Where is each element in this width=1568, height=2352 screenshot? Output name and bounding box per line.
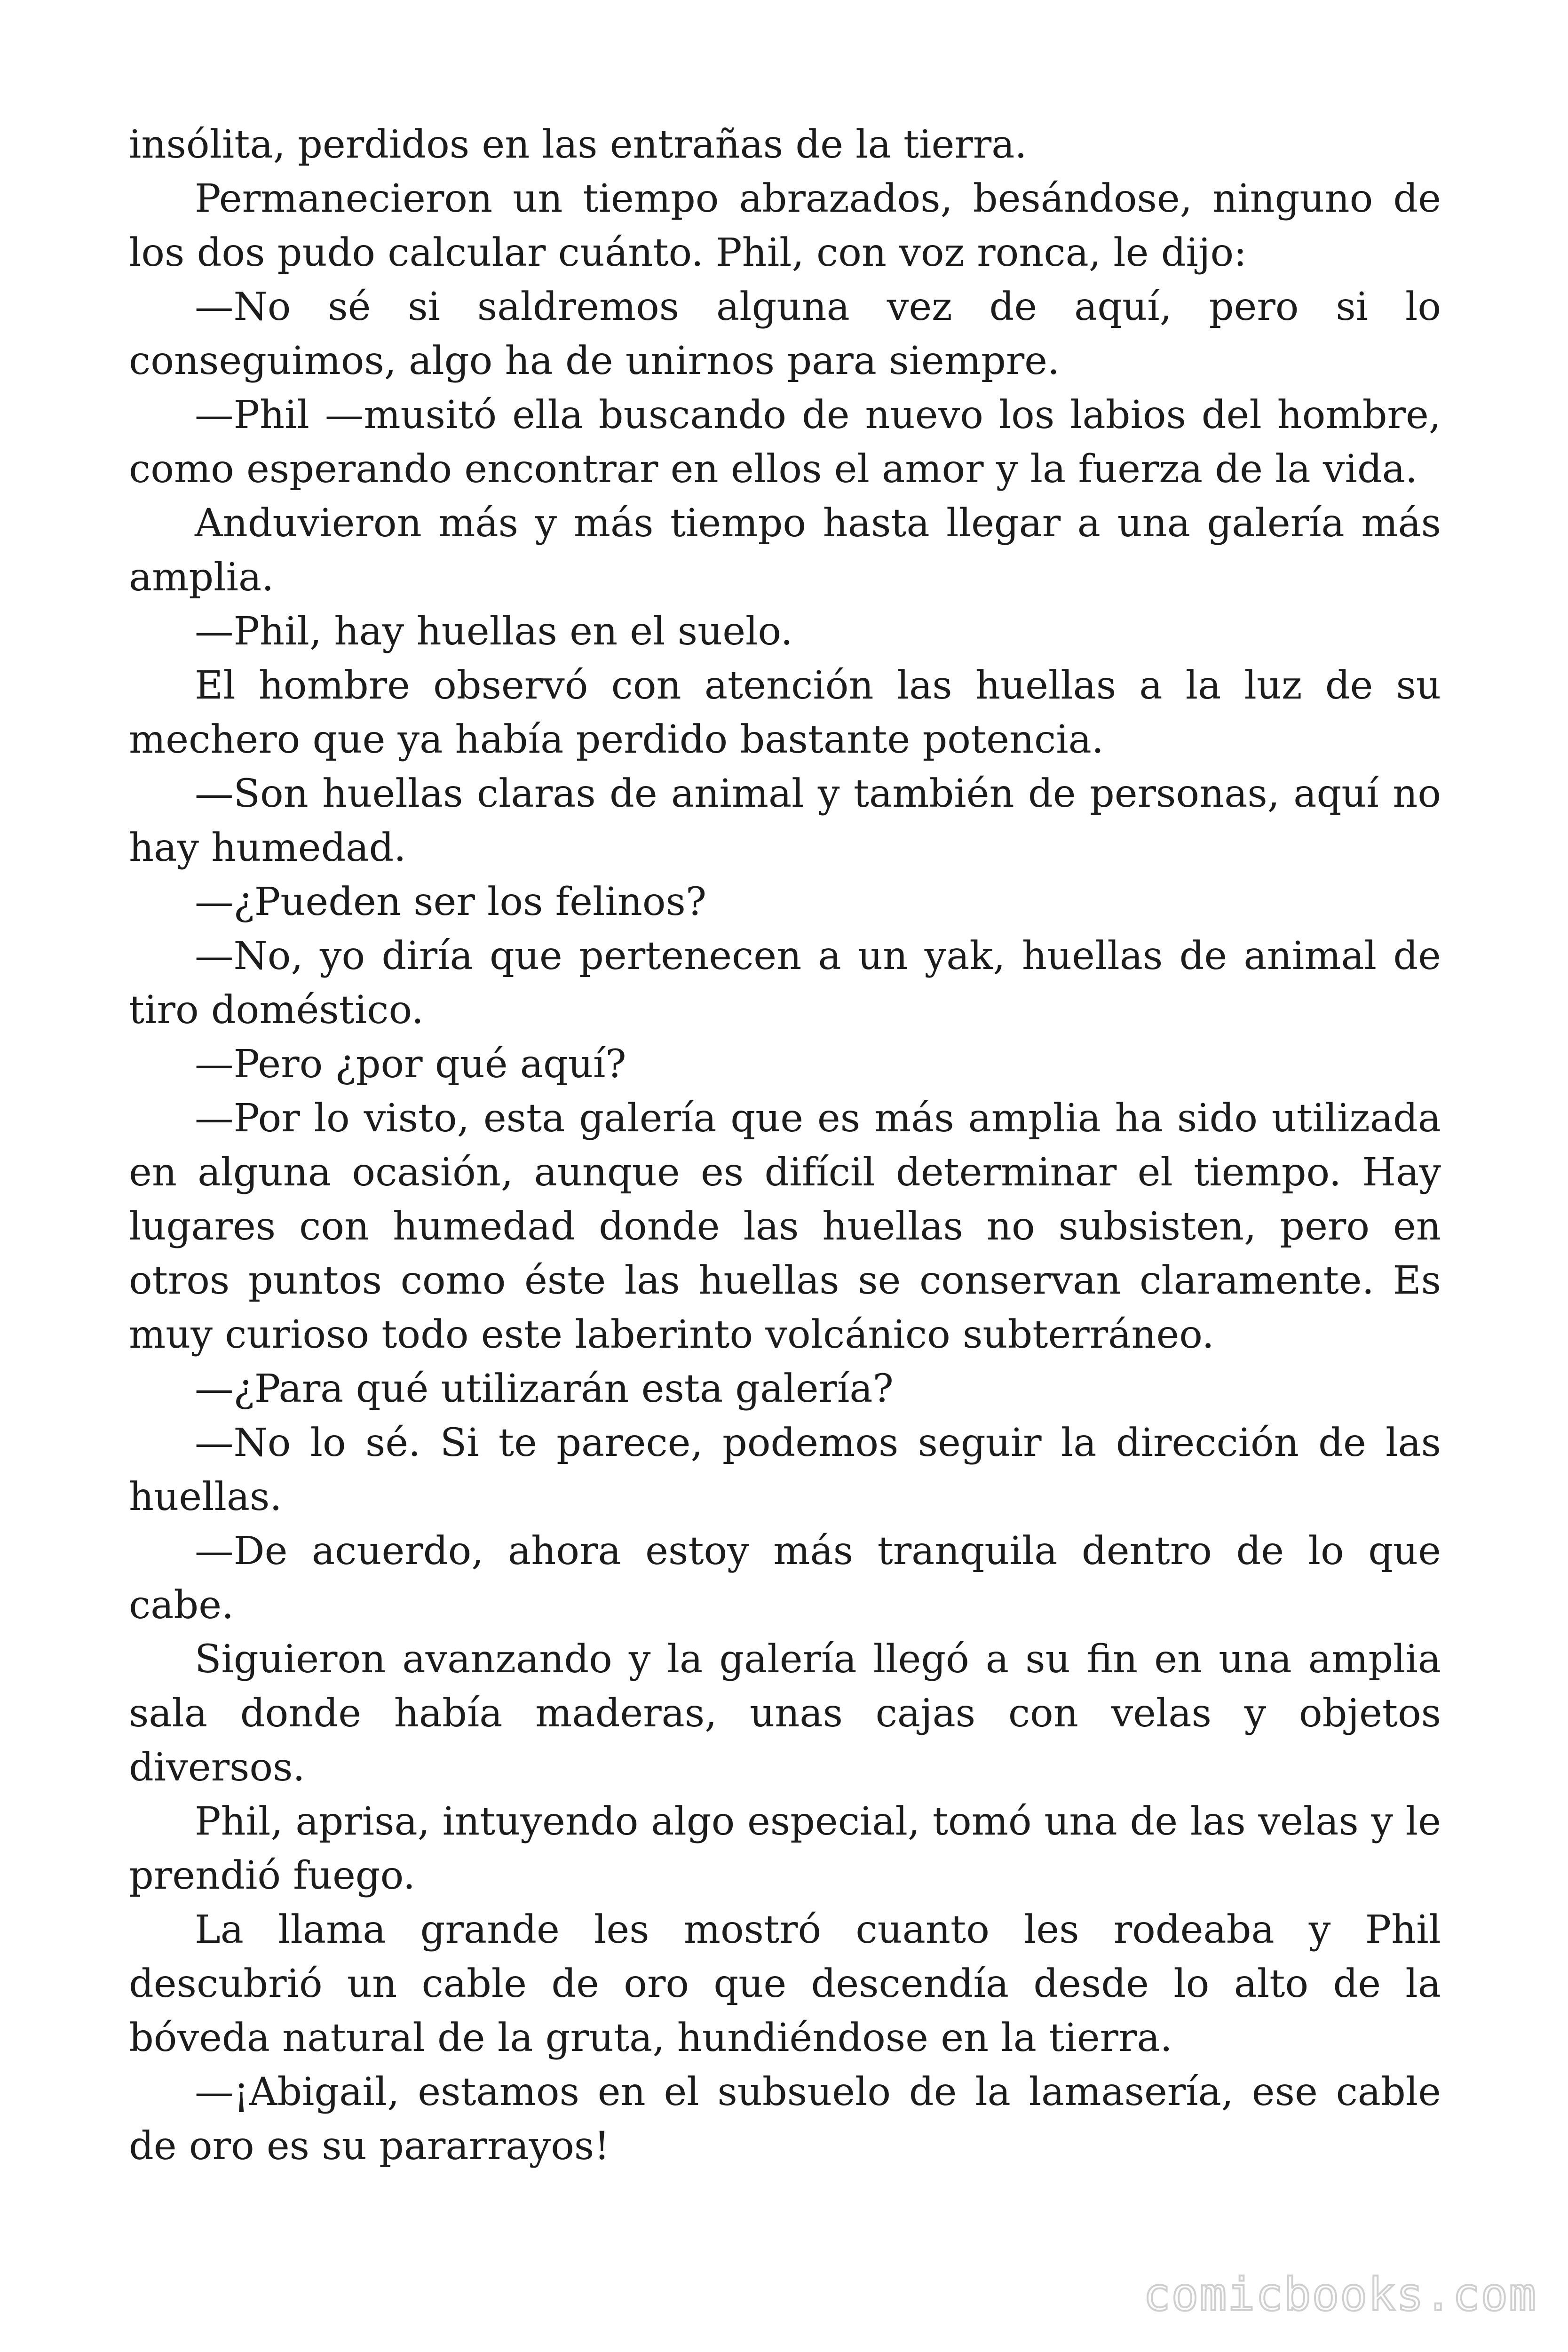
paragraph: Siguieron avanzando y la galería llegó a su fin en una amplia sala donde había maderas, unas cajas con velas y objetos diversos. bbox=[129, 1637, 1441, 1790]
watermark-logo: comicbooks.com bbox=[1143, 2268, 1537, 2321]
paragraph: El hombre observó con atención las huellas a la luz de su mechero que ya había perdido bastante potencia. bbox=[129, 663, 1441, 762]
paragraph: —No lo sé. Si te parece, podemos seguir la dirección de las huellas. bbox=[129, 1420, 1441, 1519]
paragraph: —No, yo diría que pertenecen a un yak, huellas de animal de tiro doméstico. bbox=[129, 933, 1441, 1033]
paragraph: —Por lo visto, esta galería que es más amplia ha sido utilizada en alguna ocasión, aunque es difícil determinar el tiempo. Hay lugares con humedad donde las huellas no subsisten, pero en otros puntos como éste las huellas se conservan claramente. Es muy curioso todo este laberinto volcánico subterráneo. bbox=[129, 1096, 1441, 1357]
paragraph: Anduvieron más y más tiempo hasta llegar a una galería más amplia. bbox=[129, 501, 1441, 600]
paragraph: —¡Abigail, estamos en el subsuelo de la lamasería, ese cable de oro es su pararrayos! bbox=[129, 2069, 1441, 2169]
paragraph: —¿Pueden ser los felinos? bbox=[195, 879, 707, 924]
paragraph: —Pero ¿por qué aquí? bbox=[195, 1041, 626, 1087]
body-text bbox=[129, 118, 1441, 2173]
paragraph: —De acuerdo, ahora estoy más tranquila dentro de lo que cabe. bbox=[129, 1528, 1441, 1628]
paragraph: Phil, aprisa, intuyendo algo especial, tomó una de las velas y le prendió fuego. bbox=[129, 1799, 1441, 1898]
paragraph: La llama grande les mostró cuanto les rodeaba y Phil descubrió un cable de oro que descendía desde lo alto de la bóveda natural de la gruta, hundiéndose en la tierra. bbox=[129, 1907, 1441, 2060]
paragraph: Permanecieron un tiempo abrazados, besándose, ninguno de los dos pudo calcular cuánto. Phil, con voz ronca, le dijo: bbox=[129, 176, 1441, 275]
paragraph: insólita, perdidos en las entrañas de la tierra. bbox=[129, 122, 1027, 167]
paragraph: —Son huellas claras de animal y también de personas, aquí no hay humedad. bbox=[129, 771, 1441, 870]
paragraph: —Phil —musitó ella buscando de nuevo los labios del hombre, como esperando encontrar en ellos el amor y la fuerza de la vida. bbox=[129, 392, 1441, 492]
paragraph: —¿Para qué utilizarán esta galería? bbox=[195, 1366, 894, 1411]
paragraph: —No sé si saldremos alguna vez de aquí, pero si lo conseguimos, algo ha de unirnos para siempre. bbox=[129, 284, 1441, 383]
paragraph: —Phil, hay huellas en el suelo. bbox=[195, 609, 793, 654]
